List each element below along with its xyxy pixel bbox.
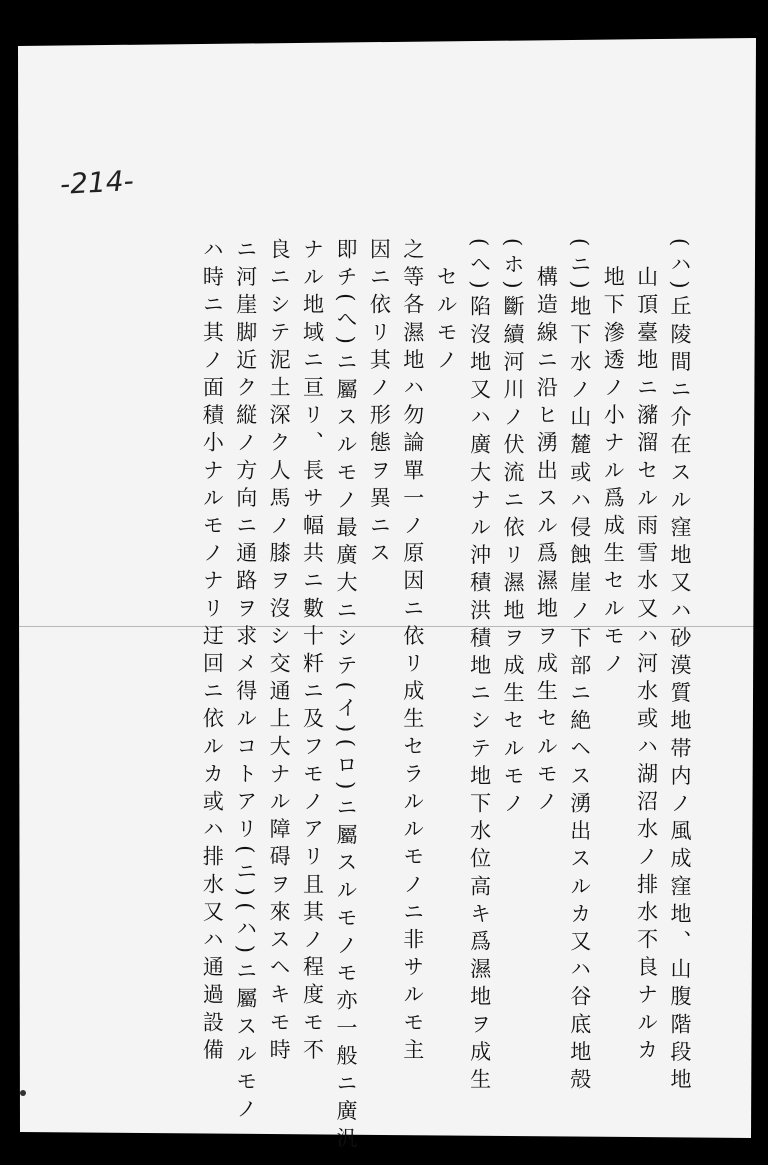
text-line: (ニ)地下水ノ山麓或ハ侵蝕崖ノ下部ニ絶ヘス湧出スルカ又ハ谷底地殻: [567, 238, 592, 1096]
page-number: -214-: [59, 164, 135, 201]
text-line: (ハ)丘陵間ニ介在スル窪地又ハ砂漠質地帯内ノ風成窪地、山腹階段地: [668, 238, 692, 1096]
text-line: 山頂臺地ニ瀦溜セル雨雪水又ハ河水或ハ湖沼水ノ排水不良ナルカ: [634, 238, 659, 1066]
text-line: セルモノ: [434, 238, 459, 376]
text-line: (ホ)斷續河川ノ伏流ニ依リ濕地ヲ成生セルモノ: [500, 238, 525, 820]
text-line: 之等各濕地ハ勿論單一ノ原因ニ依リ成生セラルルモノニ非サルモ主: [400, 238, 425, 1066]
corner-mark: [20, 1090, 26, 1096]
text-line: 因ニ依リ其ノ形態ヲ異ニス: [367, 238, 392, 570]
text-line: ニ河崖脚近ク縦ノ方向ニ通路ヲ求メ得ルコトアリ(ニ)(ハ)ニ屬スルモノ: [233, 238, 258, 1126]
text-line: 地下滲透ノ小ナル爲成生セルモノ: [601, 238, 626, 680]
text-line: (へ)陷沒地又ハ廣大ナル沖積洪積地ニシテ地下水位高キ爲濕地ヲ成生: [467, 238, 492, 1096]
text-line: 構造線ニ沿ヒ湧出スル爲濕地ヲ成生セルモノ: [534, 238, 559, 818]
text-line: 即チ(へ)ニ屬スルモノ最廣大ニシテ(イ)(ロ)ニ屬スルモノモ亦一般ニ廣汎: [333, 238, 358, 1155]
text-line: ナル地域ニ亘リ、長サ幅共ニ數十粁ニ及フモノアリ且其ノ程度モ不: [300, 238, 325, 1066]
text-line: ハ時ニ其ノ面積小ナルモノナリ迂回ニ依ルカ或ハ排水又ハ通過設備: [200, 238, 225, 1066]
text-line: 良ニシテ泥土深ク人馬ノ膝ヲ沒シ交通上大ナル障碍ヲ來スヘキモ時: [267, 238, 292, 1066]
body-text: [195, 238, 696, 1155]
